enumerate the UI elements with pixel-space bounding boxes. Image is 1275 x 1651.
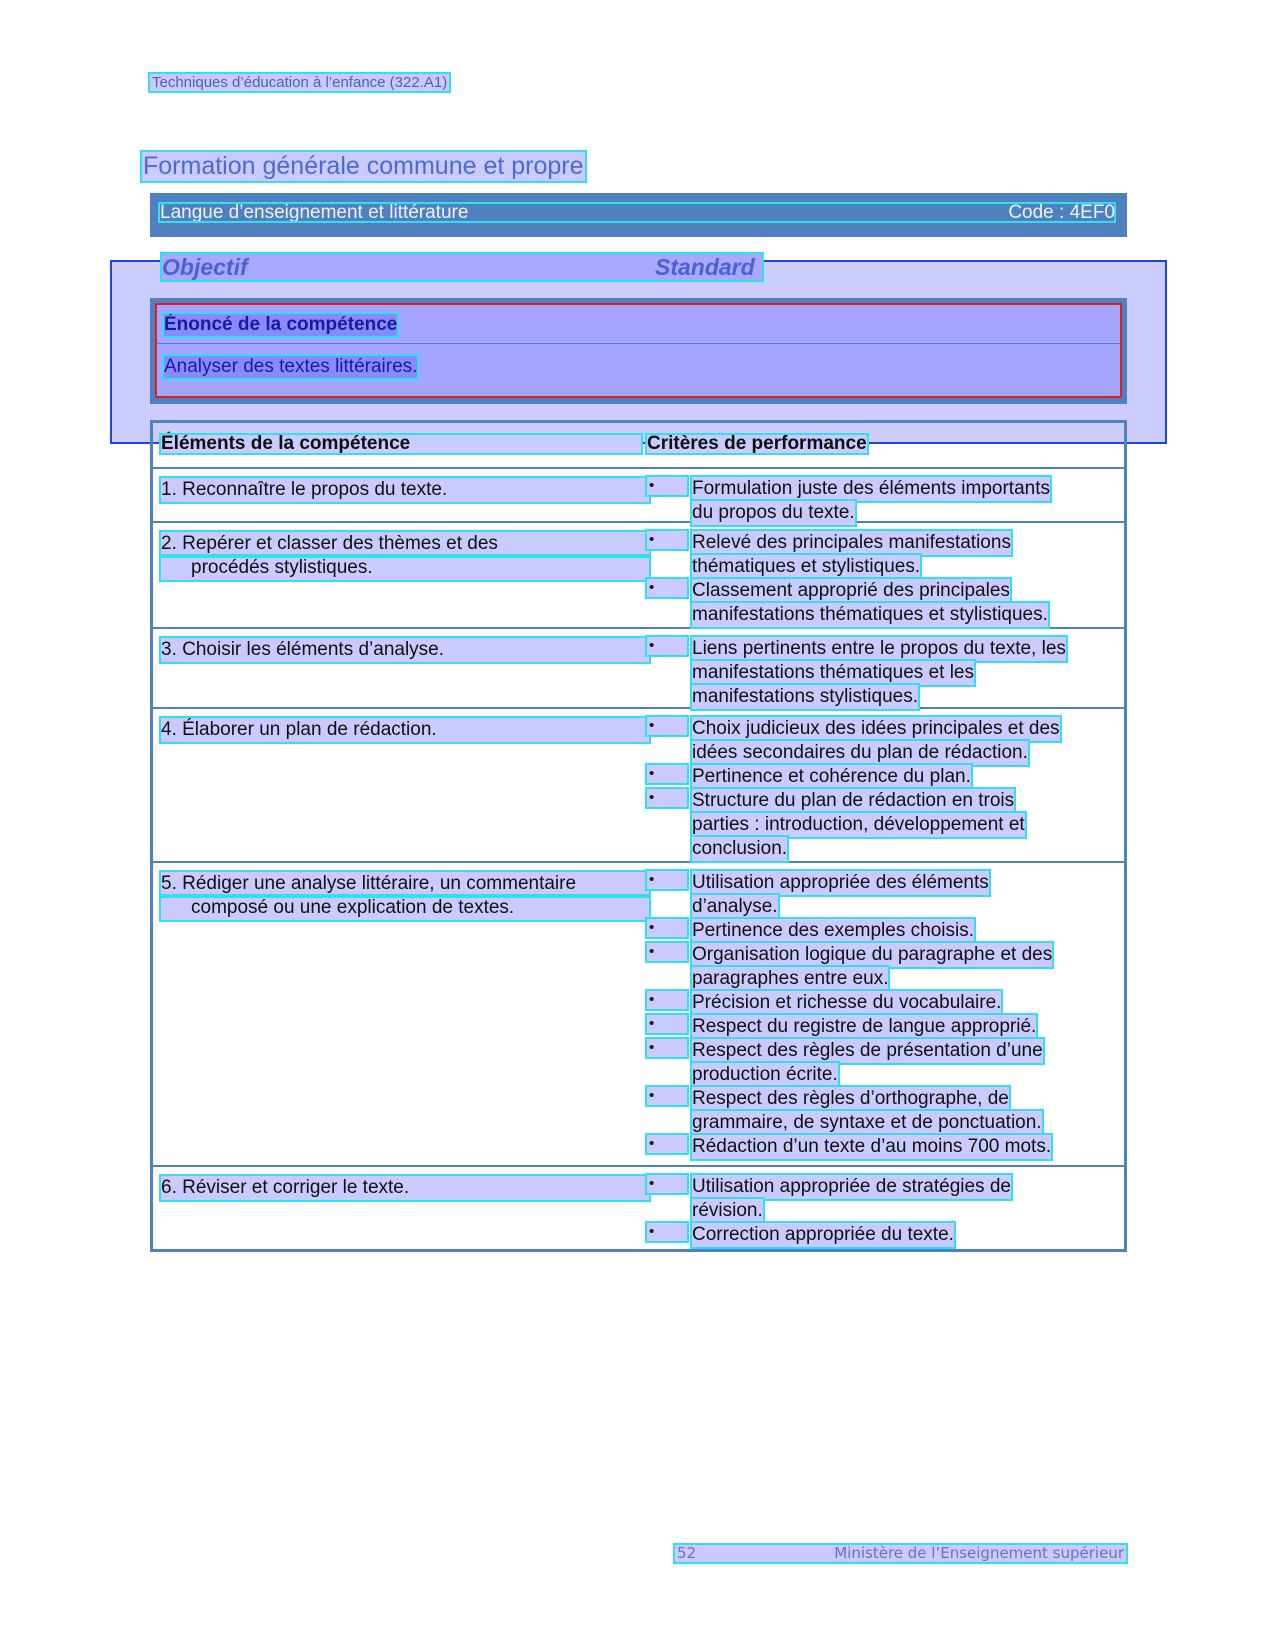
- bullet-icon: •: [647, 531, 687, 549]
- competence-element-line: 6. Réviser et corriger le texte.: [161, 1176, 649, 1200]
- performance-criterion: [647, 871, 1117, 919]
- footer-organization: Ministère de l’Enseignement supérieur: [834, 1544, 1124, 1562]
- competence-element-line: 4. Élaborer un plan de rédaction.: [161, 718, 649, 742]
- bullet-icon: •: [647, 717, 687, 735]
- performance-criterion-line: Classement approprié des principales: [692, 580, 1010, 601]
- competence-element-line: composé ou une explication de textes.: [161, 896, 649, 920]
- competence-element-line: 5. Rédiger une analyse littéraire, un commentaire: [161, 872, 649, 896]
- performance-criterion-line: Relevé des principales manifestations: [692, 532, 1011, 553]
- performance-criterion-line: Structure du plan de rédaction en trois: [692, 790, 1015, 811]
- performance-criterion-line: Formulation juste des éléments importants: [692, 478, 1050, 499]
- performance-criterion-line: révision.: [692, 1200, 763, 1221]
- bullet-icon: •: [647, 943, 687, 961]
- performance-criteria-list: [647, 531, 1117, 627]
- elements-criteria-table: [150, 420, 1127, 1252]
- performance-criterion-line: thématiques et stylistiques.: [692, 556, 921, 577]
- table-row: [153, 469, 1124, 523]
- table-row: [153, 1167, 1124, 1249]
- performance-criterion-line: production écrite.: [692, 1064, 838, 1085]
- course-name: Langue d’enseignement et littérature: [160, 204, 1114, 221]
- performance-criterion-line: Liens pertinents entre le propos du texte, les: [692, 638, 1066, 659]
- performance-criterion: [647, 637, 1117, 709]
- course-code: Code : 4EF0: [1008, 202, 1115, 223]
- bullet-icon: •: [647, 1175, 687, 1193]
- performance-criterion-line: Correction appropriée du texte.: [692, 1224, 954, 1245]
- performance-criterion-line: idées secondaires du plan de rédaction.: [692, 742, 1028, 763]
- objective-label: Objectif: [162, 254, 762, 280]
- performance-criterion-line: Utilisation appropriée des éléments: [692, 872, 989, 893]
- bullet-icon: •: [647, 579, 687, 597]
- competence-statement-inner: [155, 303, 1122, 398]
- performance-criterion-line: Respect des règles de présentation d’une: [692, 1040, 1043, 1061]
- performance-criterion-line: Organisation logique du paragraphe et des: [692, 944, 1053, 965]
- performance-criteria-list: [647, 1175, 1117, 1247]
- bullet-icon: •: [647, 1087, 687, 1105]
- performance-criterion: [647, 1175, 1117, 1223]
- performance-criterion: [647, 789, 1117, 861]
- competence-element: [161, 638, 649, 662]
- performance-criterion-line: manifestations thématiques et les: [692, 662, 974, 683]
- competence-element-line: procédés stylistiques.: [161, 556, 649, 580]
- performance-criterion-line: parties : introduction, développement et: [692, 814, 1025, 835]
- competence-element: [161, 718, 649, 742]
- performance-criterion-line: Rédaction d’un texte d’au moins 700 mots.: [692, 1136, 1052, 1157]
- table-row: [153, 863, 1124, 1167]
- bullet-icon: •: [647, 789, 687, 807]
- course-bar: [150, 193, 1127, 237]
- performance-criterion-line: Pertinence des exemples choisis.: [692, 920, 974, 941]
- performance-criterion: [647, 579, 1117, 627]
- performance-criterion: [647, 919, 1117, 943]
- performance-criterion-line: Utilisation appropriée de stratégies de: [692, 1176, 1011, 1197]
- performance-criterion: [647, 1015, 1117, 1039]
- running-header: Techniques d’éducation à l’enfance (322.A1): [152, 74, 448, 91]
- bullet-icon: •: [647, 477, 687, 495]
- bullet-icon: •: [647, 637, 687, 655]
- bullet-icon: •: [647, 1135, 687, 1153]
- competence-element: [161, 532, 649, 580]
- performance-criterion: [647, 531, 1117, 579]
- table-row: [153, 709, 1124, 863]
- performance-criterion-line: grammaire, de syntaxe et de ponctuation.: [692, 1112, 1042, 1133]
- section-title: Formation générale commune et propre: [143, 152, 584, 180]
- performance-criterion: [647, 1039, 1117, 1087]
- performance-criterion-line: du propos du texte.: [692, 502, 855, 523]
- bullet-icon: •: [647, 1039, 687, 1057]
- bullet-icon: •: [647, 919, 687, 937]
- performance-criterion: [647, 943, 1117, 991]
- performance-criterion: [647, 1223, 1117, 1247]
- competence-element: [161, 478, 649, 502]
- page-footer: [675, 1545, 1126, 1562]
- performance-criterion: [647, 1087, 1117, 1135]
- bullet-icon: •: [647, 765, 687, 783]
- competence-element-line: 2. Repérer et classer des thèmes et des: [161, 532, 649, 556]
- bullet-icon: •: [647, 991, 687, 1009]
- performance-criteria-list: [647, 637, 1117, 709]
- performance-criterion-line: Précision et richesse du vocabulaire.: [692, 992, 1002, 1013]
- performance-criterion-line: paragraphes entre eux.: [692, 968, 889, 989]
- performance-criterion-line: manifestations stylistiques.: [692, 686, 918, 707]
- competence-element-line: 3. Choisir les éléments d’analyse.: [161, 638, 649, 662]
- standard-label: Standard: [655, 254, 755, 280]
- performance-criteria-list: [647, 717, 1117, 861]
- column-header-elements: Éléments de la compétence: [161, 435, 641, 453]
- competence-statement-title: Énoncé de la compétence: [164, 314, 398, 335]
- table-row: [153, 629, 1124, 709]
- performance-criterion-line: Choix judicieux des idées principales et des: [692, 718, 1060, 739]
- performance-criterion: [647, 765, 1117, 789]
- performance-criteria-list: [647, 871, 1117, 1159]
- page-number: 52: [677, 1544, 697, 1562]
- column-header-criteria: Critères de performance: [647, 433, 867, 454]
- competence-element-line: 1. Reconnaître le propos du texte.: [161, 478, 649, 502]
- bullet-icon: •: [647, 871, 687, 889]
- bullet-icon: •: [647, 1223, 687, 1241]
- performance-criterion: [647, 1135, 1117, 1159]
- competence-element: [161, 1176, 649, 1200]
- competence-element: [161, 872, 649, 920]
- table-header: [153, 423, 1124, 469]
- performance-criteria-list: [647, 477, 1117, 525]
- table-row: [153, 523, 1124, 629]
- competence-statement-header: [157, 305, 1120, 344]
- performance-criterion: [647, 477, 1117, 525]
- performance-criterion-line: Pertinence et cohérence du plan.: [692, 766, 971, 787]
- performance-criterion-line: manifestations thématiques et stylistiques.: [692, 604, 1048, 625]
- performance-criterion-line: Respect du registre de langue approprié.: [692, 1016, 1037, 1037]
- performance-criterion-line: Respect des règles d’orthographe, de: [692, 1088, 1009, 1109]
- bullet-icon: •: [647, 1015, 687, 1033]
- performance-criterion-line: conclusion.: [692, 838, 788, 859]
- competence-statement-box: [150, 298, 1127, 404]
- performance-criterion: [647, 991, 1117, 1015]
- competence-statement-text: Analyser des textes littéraires.: [164, 356, 418, 377]
- performance-criterion: [647, 717, 1117, 765]
- performance-criterion-line: d’analyse.: [692, 896, 778, 917]
